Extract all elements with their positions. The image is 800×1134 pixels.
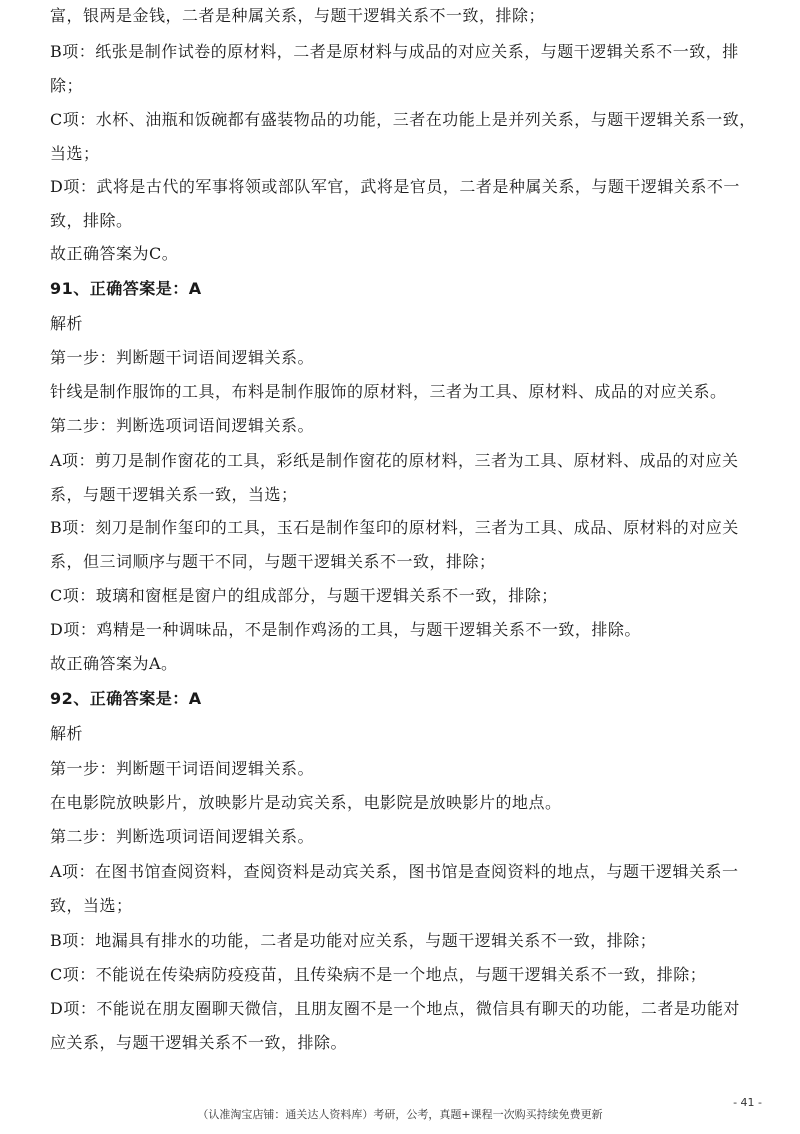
text-line: 第二步：判断选项词语间逻辑关系。 (50, 416, 315, 435)
text-line: 第一步：判断题干词语间逻辑关系。 (50, 759, 315, 778)
text-line: 故正确答案为C。 (50, 244, 179, 263)
analysis-label: 解析 (50, 724, 84, 743)
text-line: B项：地漏具有排水的功能，二者是功能对应关系，与题干逻辑关系不一致，排除； (50, 931, 657, 950)
text-line: 致，当选； (50, 896, 133, 915)
text-line: 针线是制作服饰的工具，布料是制作服饰的原材料，三者为工具、原材料、成品的对应关系。 (50, 382, 727, 401)
text-line: D项：不能说在朋友圈聊天微信，且朋友圈不是一个地点，微信具有聊天的功能，二者是功能对 (50, 999, 740, 1018)
text-line: 致，排除。 (50, 211, 133, 230)
text-line: A项：在图书馆查阅资料，查阅资料是动宾关系，图书馆是查阅资料的地点，与题干逻辑关系一 (50, 862, 739, 881)
text-line: A项：剪刀是制作窗花的工具，彩纸是制作窗花的原材料，三者为工具、原材料、成品的对应关 (50, 451, 739, 470)
text-line: 除； (50, 76, 84, 95)
text-line: 在电影院放映影片，放映影片是动宾关系，电影院是放映影片的地点。 (50, 793, 562, 812)
text-line: 富，银两是金钱，二者是种属关系，与题干逻辑关系不一致，排除； (50, 6, 546, 25)
text-line: D项：武将是古代的军事将领或部队军官，武将是官员，二者是种属关系，与题干逻辑关系不一 (50, 177, 740, 196)
text-line: 第一步：判断题干词语间逻辑关系。 (50, 348, 315, 367)
text-line: 应关系，与题干逻辑关系不一致，排除。 (50, 1033, 348, 1052)
text-line: C项：玻璃和窗框是窗户的组成部分，与题干逻辑关系不一致，排除； (50, 586, 558, 605)
text-line: D项：鸡精是一种调味品，不是制作鸡汤的工具，与题干逻辑关系不一致，排除。 (50, 620, 641, 639)
answer-heading-92: 92、正确答案是：A (50, 689, 202, 708)
page-number: - 41 - (733, 1096, 762, 1109)
text-line: 系，与题干逻辑关系一致，当选； (50, 485, 298, 504)
text-line: C项：不能说在传染病防疫疫苗，且传染病不是一个地点，与题干逻辑关系不一致，排除； (50, 965, 707, 984)
text-line: 系，但三词顺序与题干不同，与题干逻辑关系不一致，排除； (50, 552, 496, 571)
text-line: B项：纸张是制作试卷的原材料，二者是原材料与成品的对应关系，与题干逻辑关系不一致，排 (50, 42, 739, 61)
analysis-label: 解析 (50, 314, 84, 333)
text-line: 第二步：判断选项词语间逻辑关系。 (50, 827, 315, 846)
page-footer: （认准淘宝店铺：通关达人资料库）考研，公考，真题+课程一次购买持续免费更新 (197, 1108, 603, 1121)
answer-heading-91: 91、正确答案是：A (50, 279, 202, 298)
text-line: B项：刻刀是制作玺印的工具，玉石是制作玺印的原材料，三者为工具、成品、原材料的对应关 (50, 518, 739, 537)
text-line: C项：水杯、油瓶和饭碗都有盛装物品的功能，三者在功能上是并列关系，与题干逻辑关系一致， (50, 110, 756, 129)
text-line: 当选； (50, 144, 100, 163)
text-line: 故正确答案为A。 (50, 654, 178, 673)
